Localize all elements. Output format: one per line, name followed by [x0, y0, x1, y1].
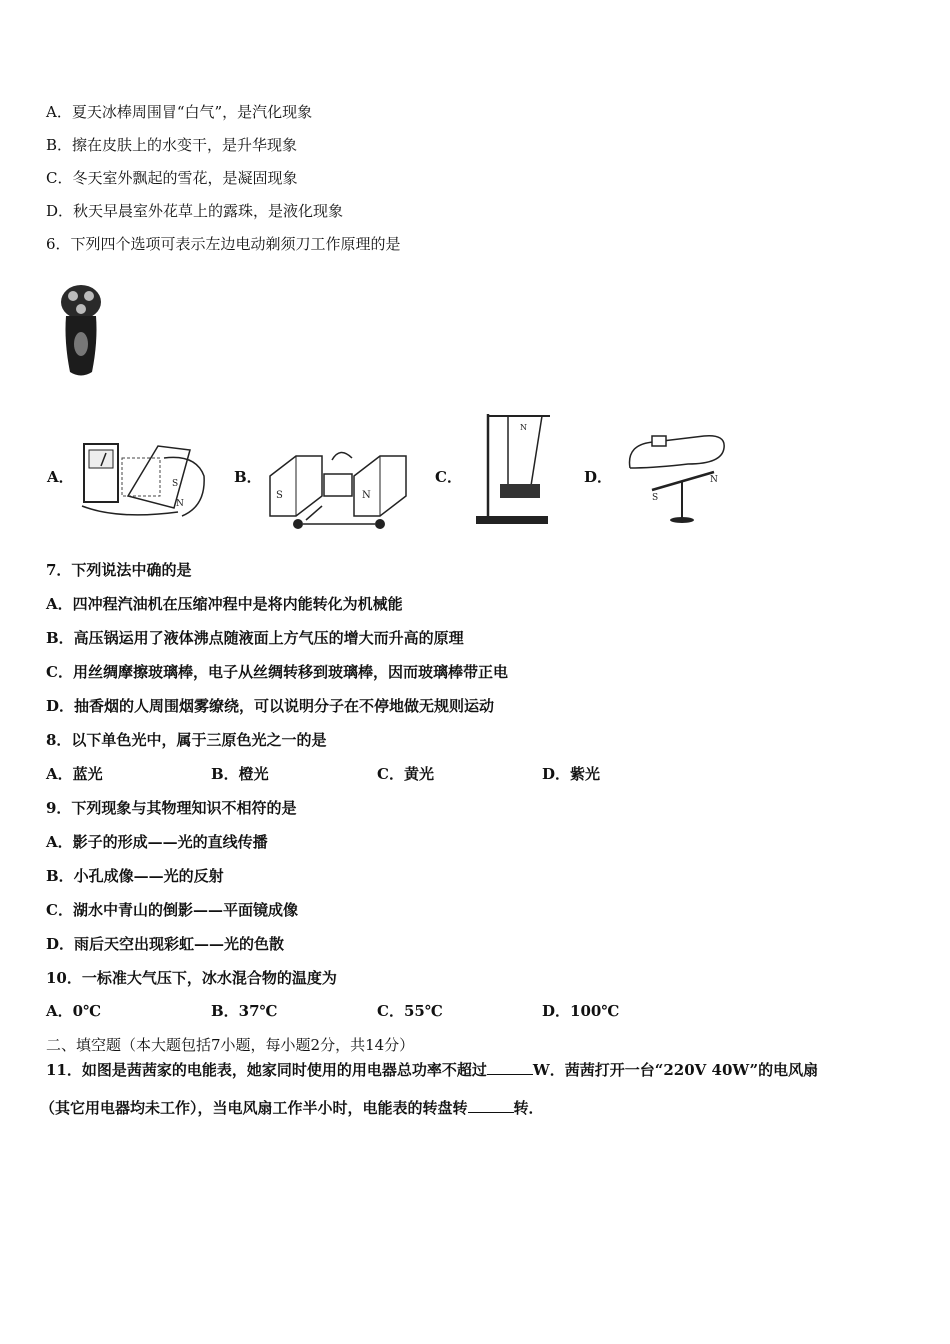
q11-text-3: （其它用电器均未工作），当电风扇工作半小时，电能表的转盘转 [40, 1099, 468, 1117]
q9-option-a: A．影子的形成——光的直线传播 [46, 833, 268, 851]
q8-option-d: D．紫光 [542, 765, 601, 783]
q11-text-1: 11．如图是茜茜家的电能表，她家同时使用的用电器总功率不超过 [46, 1061, 487, 1079]
q5-option-b: B．擦在皮肤上的水变干，是升华现象 [46, 136, 298, 154]
figure-d-oersted [624, 428, 728, 528]
q5-option-c: C．冬天室外飘起的雪花，是凝固现象 [46, 169, 298, 187]
q6-label-c: C． [435, 468, 462, 486]
fig-b-n-label: N [362, 490, 371, 501]
q11-blank-1 [487, 1060, 533, 1075]
svg-text:N: N [520, 423, 527, 432]
section-2-heading: 二、填空题（本大题包括7小题，每小题2分，共14分） [46, 1036, 415, 1054]
q8-option-b: B．橙光 [211, 765, 269, 783]
q10-option-b: B．37℃ [211, 1002, 278, 1020]
q10-option-d: D．100℃ [542, 1002, 620, 1020]
q7-stem: 7．下列说法中确的是 [46, 561, 192, 579]
q9-option-b: B．小孔成像——光的反射 [46, 867, 224, 885]
q8-option-c: C．黄光 [377, 765, 434, 783]
svg-text:N: N [710, 475, 718, 485]
q11-text-4: 转． [513, 1099, 544, 1117]
q7-option-d: D．抽香烟的人周围烟雾缭绕，可以说明分子在不停地做无规则运动 [46, 697, 495, 715]
q5-option-a: A．夏天冰棒周围冒“白气”，是汽化现象 [46, 103, 313, 121]
q10-option-c: C．55℃ [377, 1002, 443, 1020]
svg-text:N: N [176, 499, 184, 509]
figure-a-generator [78, 436, 213, 524]
svg-text:S: S [652, 493, 659, 503]
q9-option-d: D．雨后天空出现彩虹——光的色散 [46, 935, 285, 953]
q11-blank-2 [468, 1098, 514, 1113]
q8-option-a: A．蓝光 [46, 765, 103, 783]
q7-option-c: C．用丝绸摩擦玻璃棒，电子从丝绸转移到玻璃棒，因而玻璃棒带正电 [46, 663, 508, 681]
q6-label-d: D． [584, 468, 613, 486]
q11-line-1 [46, 1060, 818, 1080]
electric-shaver-image [56, 282, 106, 382]
q6-stem: 6．下列四个选项可表示左边电动剃须刀工作原理的是 [46, 235, 401, 253]
q6-label-a: A． [47, 468, 74, 486]
svg-text:S: S [172, 479, 179, 489]
figure-b-motor [262, 440, 412, 532]
q8-stem: 8．以下单色光中，属于三原色光之一的是 [46, 731, 327, 749]
q7-option-a: A．四冲程汽油机在压缩冲程中是将内能转化为机械能 [46, 595, 403, 613]
q10-option-a: A．0℃ [46, 1002, 102, 1020]
q7-option-b: B．高压锅运用了液体沸点随液面上方气压的增大而升高的原理 [46, 629, 464, 647]
fig-b-s-label: S [276, 490, 283, 501]
q10-options [46, 1001, 746, 1021]
q9-stem: 9．下列现象与其物理知识不相符的是 [46, 799, 297, 817]
q8-options [46, 764, 746, 784]
q5-option-d: D．秋天早晨室外花草上的露珠，是液化现象 [46, 202, 344, 220]
q11-text-2: W．茜茜打开一台“220V 40W”的电风扇 [532, 1061, 819, 1079]
figure-c-wire-in-field [470, 408, 560, 528]
q11-line-2 [40, 1098, 544, 1118]
q6-label-b: B． [234, 468, 262, 486]
q10-stem: 10．一标准大气压下，冰水混合物的温度为 [46, 969, 337, 987]
q9-option-c: C．湖水中青山的倒影——平面镜成像 [46, 901, 298, 919]
